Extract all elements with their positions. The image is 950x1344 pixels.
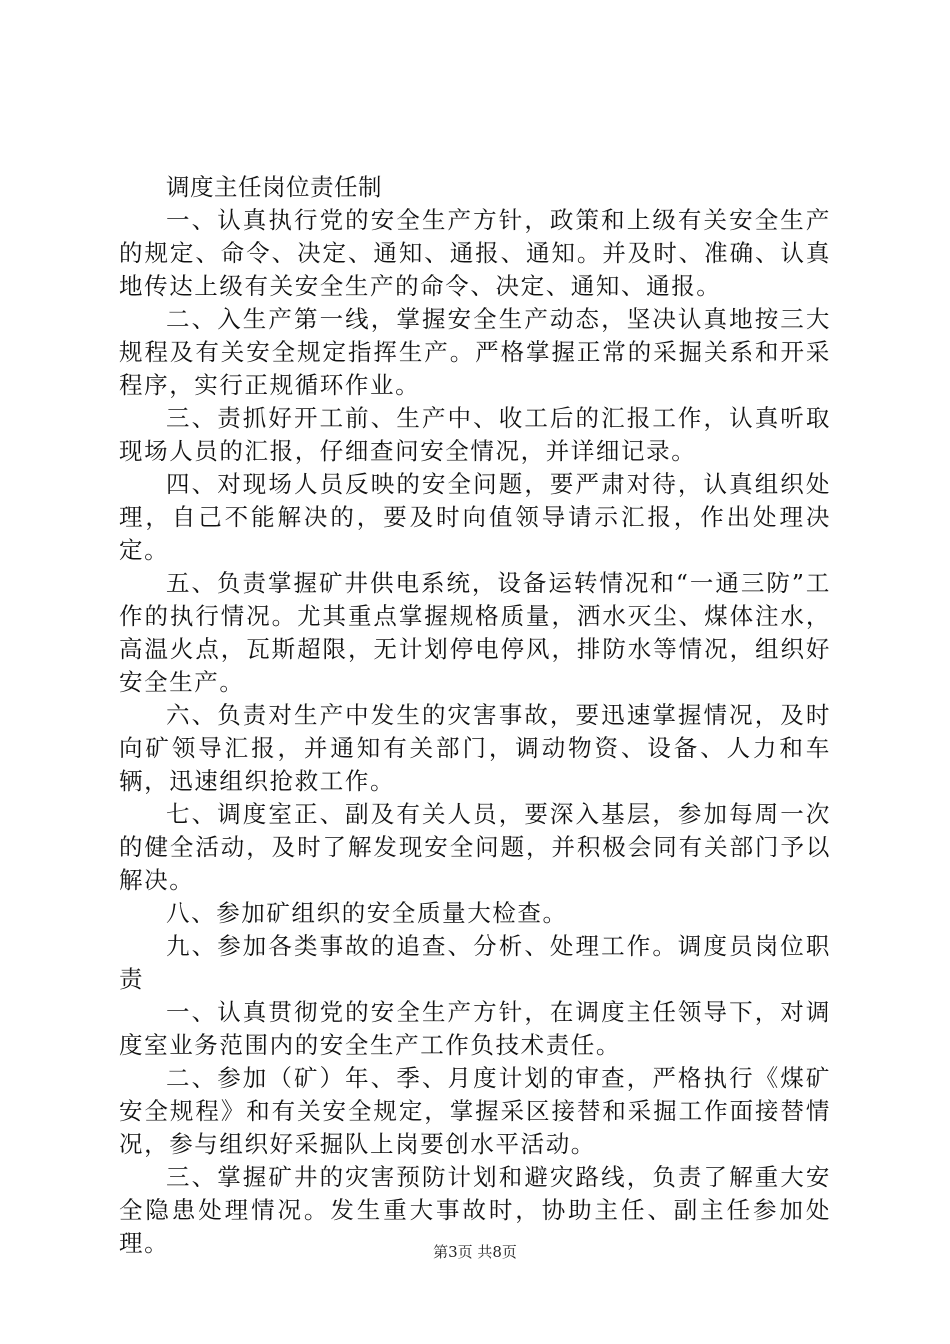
paragraph-9: 九、参加各类事故的追查、分析、处理工作。调度员岗位职责 xyxy=(119,932,831,993)
paragraph-5: 五、负责掌握矿井供电系统，设备运转情况和“一通三防”工作的执行情况。尤其重点掌握规格质量，洒水灭尘、煤体注水，高温火点，瓦斯超限，无计划停电停风，排防水等情况，组织好安全生产。 xyxy=(119,569,831,696)
paragraph-6: 六、负责对生产中发生的灾害事故，要迅速掌握情况，及时向矿领导汇报，并通知有关部门，调动物资、设备、人力和车辆，迅速组织抢救工作。 xyxy=(119,701,831,795)
paragraph-1: 一、认真执行党的安全生产方针，政策和上级有关安全生产的规定、命令、决定、通知、通报、通知。并及时、准确、认真地传达上级有关安全生产的命令、决定、通知、通报。 xyxy=(119,206,831,300)
document-body xyxy=(119,171,831,1260)
paragraph-10: 一、认真贯彻党的安全生产方针，在调度主任领导下，对调度室业务范围内的安全生产工作负技术责任。 xyxy=(119,998,831,1059)
paragraph-7: 七、调度室正、副及有关人员，要深入基层，参加每周一次的健全活动，及时了解发现安全问题，并积极会同有关部门予以解决。 xyxy=(119,800,831,894)
paragraph-12: 三、掌握矿井的灾害预防计划和避灾路线，负责了解重大安全隐患处理情况。发生重大事故时，协助主任、副主任参加处理。 xyxy=(119,1163,831,1257)
paragraph-8: 八、参加矿组织的安全质量大检查。 xyxy=(166,899,568,927)
paragraph-3: 三、责抓好开工前、生产中、收工后的汇报工作，认真听取现场人员的汇报，仔细查问安全情况，并详细记录。 xyxy=(119,404,831,465)
paragraph-4: 四、对现场人员反映的安全问题，要严肃对待，认真组织处理，自己不能解决的，要及时向值领导请示汇报，作出处理决定。 xyxy=(119,470,831,564)
document-title: 调度主任岗位责任制 xyxy=(166,173,382,201)
page-number-footer: 第3页 共8页 xyxy=(433,1243,517,1261)
paragraph-2: 二、入生产第一线，掌握安全生产动态，坚决认真地按三大规程及有关安全规定指挥生产。严格掌握正常的采掘关系和开采程序，实行正规循环作业。 xyxy=(119,305,831,399)
paragraph-11: 二、参加（矿）年、季、月度计划的审查，严格执行《煤矿安全规程》和有关安全规定，掌握采区接替和采掘工作面接替情况，参与组织好采掘队上岗要创水平活动。 xyxy=(119,1064,831,1158)
